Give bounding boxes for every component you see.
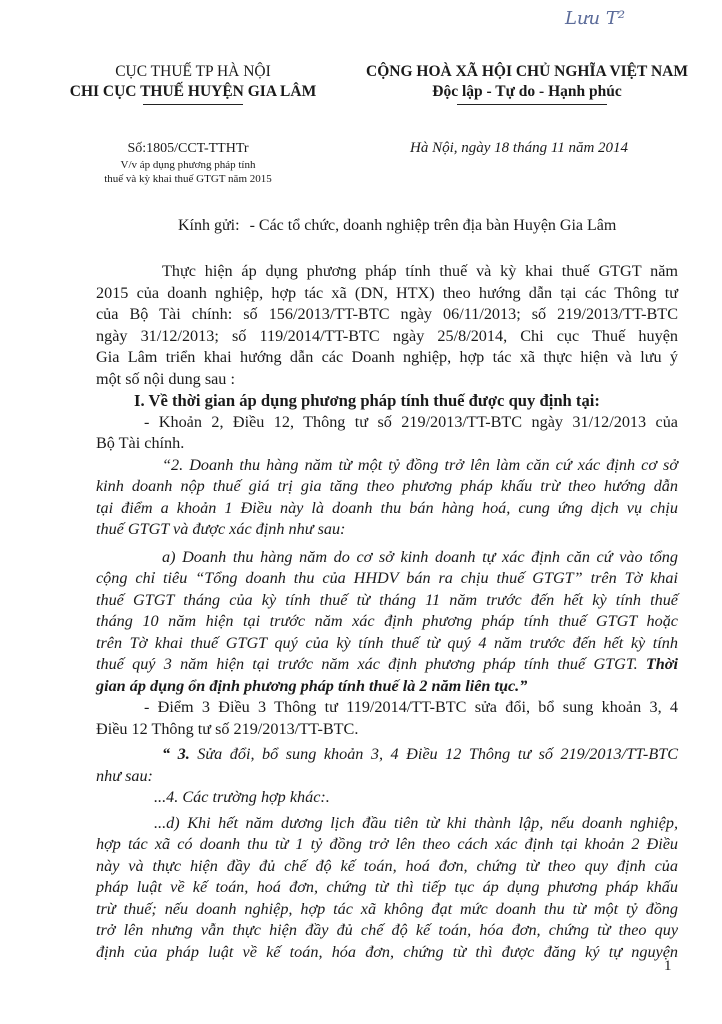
quote-text: thuế quý 3 năm hiện tại trước năm xác định phương pháp tính thuế GTGT.	[96, 655, 638, 673]
quote-bold-text: Thời	[637, 655, 678, 673]
country-name: CỘNG HOÀ XÃ HỘI CHỦ NGHĨA VIỆT NAM	[366, 63, 688, 80]
quote-line: này và thực hiện đầy đủ chế độ kế toán, hoá đơn, chứng từ theo quy định của	[96, 856, 678, 875]
quote-bold-line: gian áp dụng ổn định phương pháp tính thuế là 2 năm liên tục.”	[96, 676, 528, 695]
reference-line: - Khoản 2, Điều 12, Thông tư số 219/2013/TT-BTC ngày 31/12/2013 của	[144, 412, 678, 431]
motto-underline	[457, 104, 607, 105]
quote-5	[96, 813, 678, 964]
quote-line: trên Tờ khai thuế GTGT quý của kỳ tính thuế từ quý 4 năm trước đến hết kỳ tính	[96, 633, 678, 652]
quote-line: ...d) Khi hết năm dương lịch đầu tiên từ khi thành lập, nếu doanh nghiệp,	[154, 813, 678, 832]
doc-ref-block	[88, 140, 288, 186]
place-date: Hà Nội, ngày 18 tháng 11 năm 2014	[410, 140, 629, 156]
subject-line-1: V/v áp dụng phương pháp tính	[120, 159, 256, 171]
quote-number: “ 3.	[162, 745, 190, 763]
intro-line: ngày 31/12/2013; số 119/2014/TT-BTC ngày 25/8/2014, Chi cục Thuế huyện	[96, 326, 678, 345]
quote-line	[96, 654, 678, 676]
motto: Độc lập - Tự do - Hạnh phúc	[432, 83, 622, 100]
quote-4: ...4. Các trường hợp khác:.	[154, 788, 330, 806]
quote-line: “2. Doanh thu hàng năm từ một tỷ đồng trở lên làm căn cứ xác định cơ sở	[162, 455, 678, 474]
country-block	[362, 62, 692, 102]
quote-line: trừ thuế; nếu doanh nghiệp, hợp tác xã không đạt mức doanh thu từ một tỷ đồng	[96, 899, 678, 918]
reference-1	[96, 412, 678, 455]
quote-line: tháng 10 năm hiện tại trước năm xác định phương pháp tính thuế GTGT hoặc	[96, 612, 678, 630]
quote-line: kinh doanh nộp thuế giá trị gia tăng theo phương pháp khấu trừ theo hướng dẫn	[96, 477, 678, 495]
agency-name: CHI CỤC THUẾ HUYỆN GIA LÂM	[69, 83, 317, 100]
subject-line-2: thuế và kỳ khai thuế GTGT năm 2015	[104, 173, 272, 185]
intro-line: của Bộ Tài chính: số 156/2013/TT-BTC ngày 06/11/2013; số 219/2013/TT-BTC	[96, 305, 678, 323]
quote-2	[96, 547, 678, 698]
recipient-value: - Các tổ chức, doanh nghiệp trên địa bàn Huyện Gia Lâm	[249, 217, 617, 234]
quote-line: thuế GTGT và được xác định như sau:	[96, 520, 346, 538]
quote-line: hợp tác xã có doanh thu từ 1 tỷ đồng trở lên theo cách xác định tại khoản 2 Điều	[96, 835, 678, 853]
agency-parent: CỤC THUẾ TP HÀ NỘI	[115, 63, 271, 80]
recipient-line	[178, 217, 616, 235]
reference-line: - Điểm 3 Điều 3 Thông tư 119/2014/TT-BTC sửa đổi, bổ sung khoản 3, 4	[144, 698, 678, 716]
agency-underline	[143, 104, 243, 105]
quote-3	[96, 744, 678, 787]
quote-line: a) Doanh thu hàng năm do cơ sở kinh doanh tự xác định căn cứ vào tổng	[162, 547, 678, 566]
reference-line: Điều 12 Thông tư số 219/2013/TT-BTC.	[96, 719, 359, 738]
quote-text: Sửa đổi, bổ sung khoản 3, 4 Điều 12 Thông tư số 219/2013/TT-BTC	[189, 745, 679, 763]
handwritten-note: Lưu T²	[565, 8, 626, 29]
intro-line: một số nội dung sau :	[96, 369, 235, 388]
quote-line: định của pháp luật về kế toán, hóa đơn, chứng từ thì được đăng ký tự nguyện	[96, 942, 678, 961]
intro-line: 2015 của doanh nghiệp, hợp tác xã (DN, HTX) theo hướng dẫn tại các Thông tư	[96, 283, 678, 302]
quote-line	[96, 744, 678, 766]
reference-line: Bộ Tài chính.	[96, 434, 185, 452]
document-body	[96, 261, 678, 963]
quote-line: thuế GTGT tháng của kỳ tính thuế từ tháng 11 năm trước đến hết kỳ tính thuế	[96, 590, 678, 609]
doc-number: Số:1805/CCT-TTHTr	[127, 141, 249, 156]
intro-line: Thực hiện áp dụng phương pháp tính thuế và kỳ khai thuế GTGT năm	[162, 262, 678, 280]
quote-1	[96, 455, 678, 541]
section-1-heading: I. Về thời gian áp dụng phương pháp tính thuế được quy định tại:	[134, 391, 600, 410]
quote-line: cộng chỉ tiêu “Tổng doanh thu của HHDV bán ra chịu thuế GTGT” trên Tờ khai	[96, 569, 678, 587]
page-number: 1	[664, 958, 672, 974]
quote-line: tại điểm a khoản 1 Điều này là doanh thu bán hàng hoá, cung ứng dịch vụ chịu	[96, 498, 678, 517]
intro-line: Gia Lâm triển khai hướng dẫn các Doanh nghiệp, hợp tác xã thực hiện và lưu ý	[96, 348, 678, 366]
quote-line: như sau:	[96, 766, 153, 785]
reference-2	[96, 697, 678, 740]
agency-block	[58, 62, 328, 102]
intro-paragraph	[96, 261, 678, 390]
quote-line: pháp luật về kế toán, hoá đơn, chứng từ thì tiếp tục áp dụng phương pháp khấu	[96, 878, 678, 896]
quote-line: trở lên nhưng vẫn thực hiện đầy đủ chế độ kế toán, hóa đơn, chứng từ theo quy	[96, 921, 678, 939]
recipient-label: Kính gửi:	[178, 217, 240, 234]
